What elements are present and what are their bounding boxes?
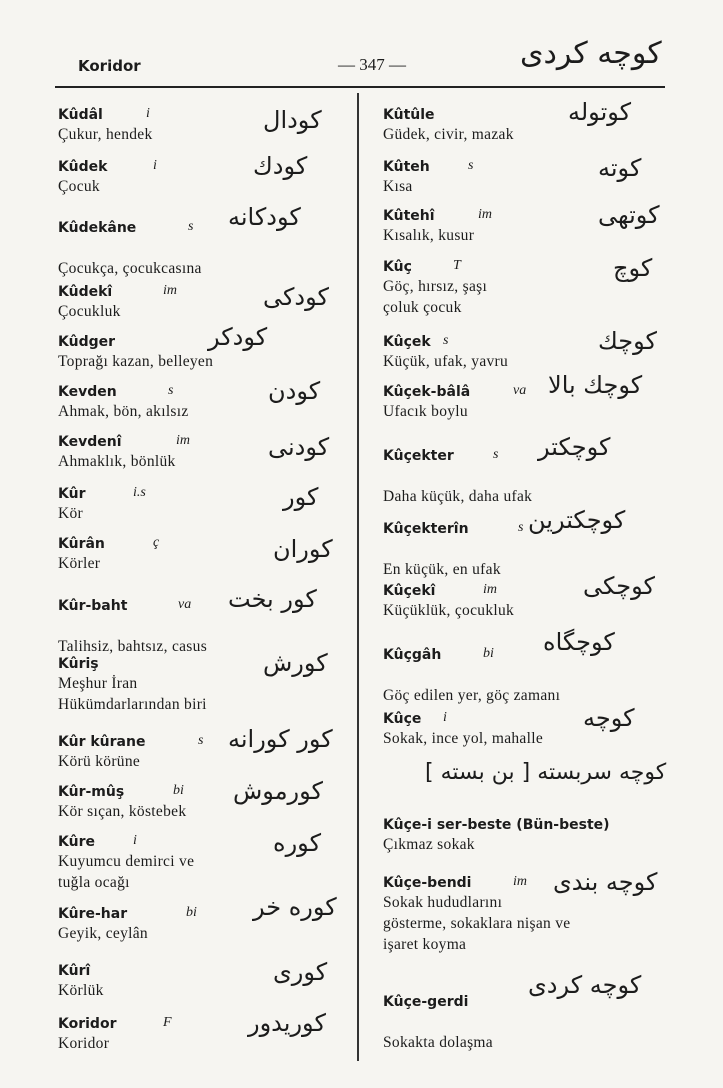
entry-headword: Kûre-har (58, 906, 128, 922)
entry-headword: Kûr-mûş (58, 784, 125, 800)
entry-headword: Kûr kûrane (58, 734, 146, 750)
entry-headword: Kûçekter (383, 448, 454, 464)
entry-arabic-script: كوچكترين (528, 506, 626, 534)
entry-definition: Çocuk (58, 178, 100, 195)
entry-grammar-label: F (163, 1015, 172, 1030)
dictionary-entry (58, 323, 348, 372)
entry-definition: Güdek, civir, mazak (383, 126, 514, 143)
entry-arabic-script: كوچه بندى (553, 868, 658, 896)
entry-headword: Kûdger (58, 334, 116, 350)
entry-definition: Toprağı kazan, belleyen (58, 353, 214, 370)
entry-definition: Hükümdarlarından biri (58, 696, 207, 713)
dictionary-entry (58, 1009, 348, 1054)
entry-grammar-label: i (146, 106, 150, 121)
entry-definition: Körler (58, 555, 101, 572)
page-header (0, 0, 723, 90)
entry-grammar-label: bi (173, 783, 184, 798)
entry-arabic-script: كوچ (613, 254, 653, 282)
entry-grammar-label: bi (483, 646, 494, 661)
entry-definition: Sokak hududlarını (383, 894, 503, 911)
entry-headword: Kûrî (58, 963, 91, 979)
page-number: — 347 — (338, 55, 406, 74)
dictionary-entry (58, 152, 348, 197)
dictionary-entry (58, 106, 348, 145)
entry-arabic-script: كودكانه (228, 203, 301, 231)
entry-definition: tuğla ocağı (58, 874, 130, 891)
entry-definition: En küçük, en ufak (383, 561, 501, 578)
entry-arabic-script: كور (283, 483, 319, 511)
entry-arabic-script: كوچه كردى (528, 971, 642, 999)
entry-definition (383, 465, 663, 486)
entry-arabic-script: كوچكى (583, 572, 655, 600)
entry-grammar-label: s (168, 383, 174, 398)
entry-arabic-script: كوره خر (253, 893, 337, 921)
entry-definition: Ahmak, bön, akılsız (58, 403, 189, 420)
entry-arabic-script: كوچكتر (538, 433, 611, 461)
entry-headword: Kûç (383, 259, 412, 275)
entry-definition: Çocukluk (58, 303, 121, 320)
entry-headword: Kûçe-gerdi (383, 994, 469, 1010)
entry-arabic-script: كوته (598, 154, 642, 182)
entry-definition: Göç, hırsız, şaşı (383, 278, 488, 295)
entry-definition (383, 1011, 663, 1032)
dictionary-entry (58, 829, 348, 893)
entry-headword: Kûçekterîn (383, 521, 469, 537)
header-arabic: كوچه كردى (520, 36, 662, 71)
dictionary-entry (58, 433, 348, 472)
entry-definition: Geyik, ceylân (58, 925, 148, 942)
entry-headword: Kûr (58, 486, 86, 502)
entry-grammar-label: i (133, 833, 137, 848)
entry-grammar-label: s (468, 158, 474, 173)
entry-headword: Kûdek (58, 159, 108, 175)
entry-arabic-script: كوتهى (598, 201, 660, 229)
entry-definition: Kısa (383, 178, 413, 195)
entry-definition: Küçüklük, çocukluk (383, 602, 515, 619)
entry-grammar-label: im (163, 283, 177, 298)
entry-headword: Kûr-baht (58, 598, 128, 614)
dictionary-entry (383, 868, 663, 955)
entry-arabic-script: كورى (273, 958, 328, 986)
entry-arabic-script: كوچك (598, 327, 657, 355)
entry-grammar-label: va (178, 597, 192, 612)
dictionary-entry (383, 201, 663, 246)
entry-grammar-label: im (513, 874, 527, 889)
entry-arabic-script: كودك (253, 152, 308, 180)
entry-definition (58, 615, 348, 636)
entry-headword: Kûçe-bendi (383, 875, 472, 891)
dictionary-entry (58, 283, 348, 322)
entry-definition: Göç edilen yer, göç zamanı (383, 687, 561, 704)
entry-definition: Ahmaklık, bönlük (58, 453, 176, 470)
entry-arabic-script: كوچگاه (543, 628, 615, 656)
entry-grammar-label: ç (153, 535, 160, 550)
entry-headword: Kevdenî (58, 434, 122, 450)
entry-headword: Koridor (58, 1016, 117, 1032)
dictionary-entry (58, 585, 348, 657)
entry-grammar-label: s (198, 733, 204, 748)
entry-grammar-label: i.s (133, 485, 146, 500)
header-guide-word: Koridor (78, 57, 141, 75)
dictionary-entry (383, 628, 663, 706)
entry-headword: Kûçgâh (383, 647, 442, 663)
entry-grammar-label: im (478, 207, 492, 222)
entry-definition: Çukur, hendek (58, 126, 153, 143)
entry-headword: Kûdâl (58, 107, 103, 123)
entry-definition: Kör sıçan, köstebek (58, 803, 187, 820)
entry-arabic-script: كودال (263, 106, 322, 134)
entry-definition: Sokakta dolaşma (383, 1034, 493, 1051)
entry-definition (383, 538, 663, 559)
dictionary-entry (58, 649, 348, 715)
dictionary-entry (383, 154, 663, 197)
dictionary-entry (58, 203, 348, 279)
dictionary-entry (383, 971, 663, 1053)
dictionary-entry (383, 433, 663, 507)
entry-definition: Ufacık boylu (383, 403, 468, 420)
dictionary-entry (58, 535, 348, 574)
entry-arabic-script: كوره (273, 829, 321, 857)
entry-headword: Kevden (58, 384, 117, 400)
entry-grammar-label: s (493, 447, 499, 462)
entry-definition: Talihsiz, bahtsız, casus (58, 638, 208, 655)
entry-grammar-label: s (188, 219, 194, 234)
entry-arabic-script: كور كورانه (228, 725, 333, 753)
dictionary-entry (383, 572, 663, 621)
dictionary-entry (383, 506, 663, 580)
entry-arabic-script: كوران (273, 535, 333, 563)
dictionary-entry (58, 893, 348, 944)
dictionary-entry (383, 371, 663, 422)
entry-definition (58, 237, 348, 258)
entry-definition: Meşhur İran (58, 675, 138, 692)
entry-headword: Kûtehî (383, 208, 435, 224)
entry-arabic-script: كوچه (583, 704, 635, 732)
entry-arabic-script: كور بخت (228, 585, 317, 613)
dictionary-entry (58, 485, 348, 524)
dictionary-entry (383, 98, 663, 145)
dictionary-entry (383, 327, 663, 372)
entry-grammar-label: s (443, 333, 449, 348)
entry-definition: işaret koyma (383, 936, 467, 953)
dictionary-entry (58, 377, 348, 422)
entry-definition: Çıkmaz sokak (383, 836, 475, 853)
entry-arabic-script: كودكر (208, 323, 268, 351)
entry-headword: Kûteh (383, 159, 430, 175)
entry-definition: Çocukça, çocukcasına (58, 260, 202, 277)
entry-arabic-script: كودكى (263, 283, 329, 311)
entry-arabic-script: كوتوله (568, 98, 632, 126)
entry-headword: Kûçe (383, 711, 422, 727)
entry-grammar-label: s (518, 520, 524, 535)
entry-definition: çoluk çocuk (383, 299, 462, 316)
dictionary-entry (383, 254, 663, 318)
entry-definition: Körlük (58, 982, 104, 999)
dictionary-entry (58, 725, 348, 772)
entry-definition: Koridor (58, 1035, 110, 1052)
header-rule (55, 86, 665, 88)
entry-headword: Kûçekî (383, 583, 436, 599)
entry-headword: Kûçek-bâlâ (383, 384, 471, 400)
entry-headword: Kûrân (58, 536, 105, 552)
entry-arabic-script: كوريدور (248, 1009, 326, 1037)
entry-headword: Kûdekî (58, 284, 113, 300)
entry-arabic-script: كودن (268, 377, 321, 405)
entry-grammar-label: va (513, 383, 527, 398)
dictionary-entry (58, 958, 348, 1001)
entry-grammar-label: im (483, 582, 497, 597)
entry-arabic-script: كودنى (268, 433, 330, 461)
entry-grammar-label: bi (186, 905, 197, 920)
entry-arabic-script: كوچك بالا (548, 371, 643, 399)
entry-headword: Kûçek (383, 334, 431, 350)
entry-headword: Kûriş (58, 656, 99, 672)
entry-arabic-script: كورموش (233, 777, 323, 805)
entry-headword: Kûdekâne (58, 220, 137, 236)
entry-definition: Kuyumcu demirci ve (58, 853, 195, 870)
entry-definition: gösterme, sokaklara nişan ve (383, 915, 571, 932)
entry-definition: Sokak, ince yol, mahalle (383, 730, 544, 747)
entry-arabic-script: كورش (263, 649, 328, 677)
entry-definition (383, 664, 663, 685)
entry-grammar-label: i (153, 158, 157, 173)
entry-definition: Kör (58, 505, 84, 522)
entry-grammar-label: im (176, 433, 190, 448)
column-divider (357, 93, 359, 1061)
entry-headword: Kûçe-i ser-beste (Bün-beste) (383, 817, 610, 833)
phrase-arabic: كوچه سربسته [ بن بسته ] (425, 760, 667, 785)
entry-headword: Kûtûle (383, 107, 435, 123)
entry-grammar-label: i (443, 710, 447, 725)
entry-definition: Daha küçük, daha ufak (383, 488, 533, 505)
dictionary-entry (383, 704, 663, 749)
dictionary-entry (58, 777, 348, 822)
entry-definition: Körü körüne (58, 753, 141, 770)
entry-definition: Küçük, ufak, yavru (383, 353, 509, 370)
entry-grammar-label: T (453, 258, 461, 273)
dictionary-entry (383, 816, 663, 855)
entry-headword: Kûre (58, 834, 95, 850)
entry-definition: Kısalık, kusur (383, 227, 475, 244)
